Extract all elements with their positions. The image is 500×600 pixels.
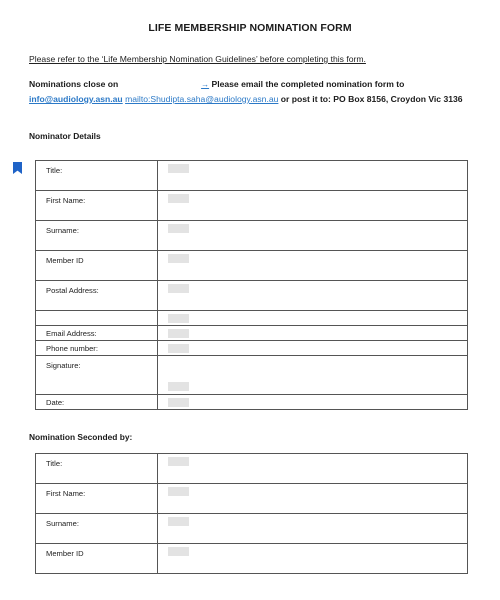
table-row <box>36 544 468 574</box>
seconder-surname-input[interactable] <box>168 517 189 526</box>
nominator-heading: Nominator Details <box>29 131 101 141</box>
field-label: Title: <box>36 454 158 484</box>
field-label: Member ID <box>36 544 158 574</box>
table-row <box>36 514 468 544</box>
seconder-surname-field <box>158 514 468 544</box>
table-row <box>36 311 468 326</box>
seconder-title-field <box>158 454 468 484</box>
table-row <box>36 281 468 311</box>
field-label: Member ID <box>36 251 158 281</box>
field-label: Surname: <box>36 221 158 251</box>
table-row <box>36 221 468 251</box>
email-address-field <box>158 326 468 341</box>
table-row <box>36 484 468 514</box>
field-label: Email Address: <box>36 326 158 341</box>
field-label: Signature: <box>36 356 158 395</box>
field-label: Postal Address: <box>36 281 158 311</box>
seconder-first-name-field <box>158 484 468 514</box>
title-field <box>158 161 468 191</box>
table-row <box>36 251 468 281</box>
postal-address-field <box>158 281 468 311</box>
table-row <box>36 191 468 221</box>
table-row <box>36 356 468 395</box>
seconder-title-input[interactable] <box>168 457 189 466</box>
closing-middle: Please email the completed nomination form to <box>211 79 405 89</box>
seconded-heading: Nomination Seconded by: <box>29 432 133 442</box>
seconder-first-name-input[interactable] <box>168 487 189 496</box>
first-name-field <box>158 191 468 221</box>
seconder-member-id-input[interactable] <box>168 547 189 556</box>
closing-paragraph <box>29 77 479 106</box>
email-address-input[interactable] <box>168 329 189 338</box>
member-id-input[interactable] <box>168 254 189 263</box>
date-field <box>158 395 468 410</box>
table-row <box>36 454 468 484</box>
phone-number-field <box>158 341 468 356</box>
guidelines-note: Please refer to the ‘Life Membership Nomination Guidelines’ before completing this form. <box>29 54 366 64</box>
signature-field <box>158 356 468 395</box>
field-label: Surname: <box>36 514 158 544</box>
field-label: Title: <box>36 161 158 191</box>
seconder-member-id-field <box>158 544 468 574</box>
postal-address-line2-input[interactable] <box>168 314 189 323</box>
closing-suffix: or post it to: PO Box 8156, Croydon Vic 3136 <box>280 94 463 104</box>
nominator-table <box>35 160 468 410</box>
field-label: First Name: <box>36 191 158 221</box>
email-link-info[interactable]: info@audiology.asn.au <box>29 94 123 104</box>
seconded-table <box>35 453 468 574</box>
table-row <box>36 326 468 341</box>
first-name-input[interactable] <box>168 194 189 203</box>
field-label: Date: <box>36 395 158 410</box>
form-title: LIFE MEMBERSHIP NOMINATION FORM <box>148 22 352 34</box>
title-input[interactable] <box>168 164 189 173</box>
surname-input[interactable] <box>168 224 189 233</box>
member-id-field <box>158 251 468 281</box>
bookmark-icon[interactable] <box>13 162 22 174</box>
table-row <box>36 395 468 410</box>
field-label <box>36 311 158 326</box>
table-row <box>36 161 468 191</box>
postal-address-line2-field <box>158 311 468 326</box>
email-link-shudipta[interactable]: mailto:Shudipta.saha@audiology.asn.au <box>125 94 279 104</box>
field-arrow-icon: → <box>201 80 210 89</box>
field-label: First Name: <box>36 484 158 514</box>
date-input[interactable] <box>168 398 189 407</box>
field-label: Phone number: <box>36 341 158 356</box>
signature-input[interactable] <box>168 382 189 391</box>
surname-field <box>158 221 468 251</box>
table-row <box>36 341 468 356</box>
phone-number-input[interactable] <box>168 344 189 353</box>
closing-prefix: Nominations close on <box>29 79 119 89</box>
postal-address-input[interactable] <box>168 284 189 293</box>
